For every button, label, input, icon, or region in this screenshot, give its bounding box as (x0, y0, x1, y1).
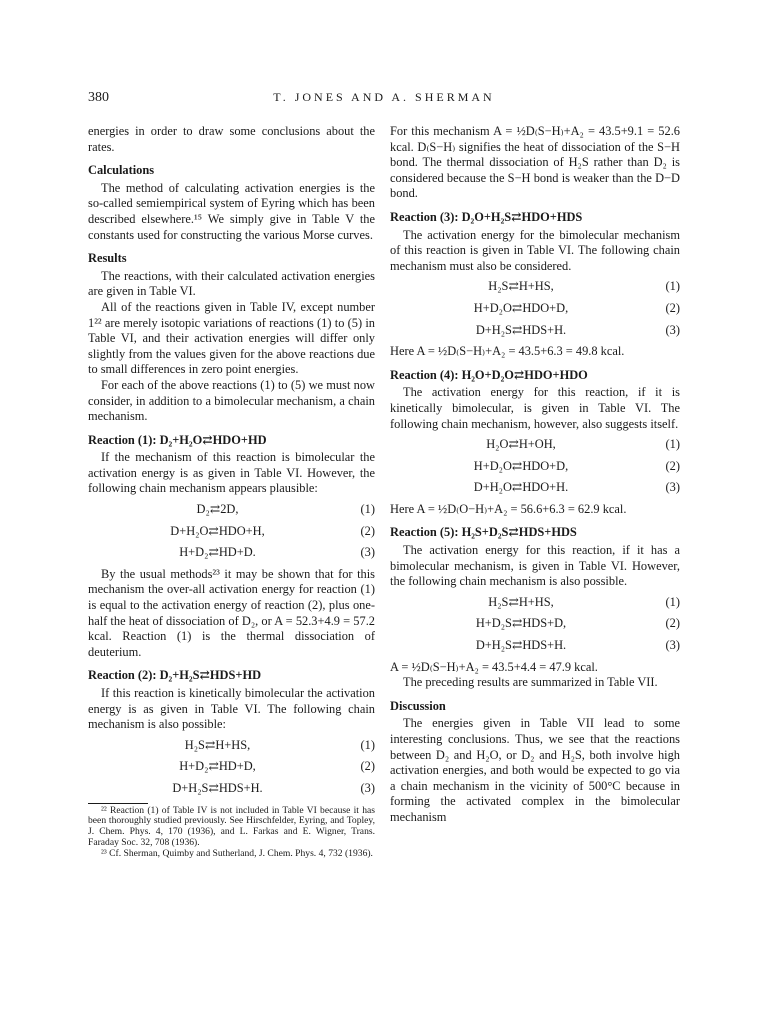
equation-row (88, 781, 375, 797)
equation-row (390, 323, 680, 339)
equation: D₂⇄2D, (196, 502, 239, 517)
equation-number: (2) (665, 300, 680, 315)
running-title-authors: T. JONES AND A. SHERMAN (273, 90, 495, 104)
equation: D+H₂S⇄HDS+H. (172, 780, 263, 795)
reaction-heading-1: Reaction (1): D₂+H₂O⇄HDO+HD (88, 432, 267, 447)
paragraph: All of the reactions given in Table IV, except number 1²² are merely isotopic variations of reactions (1) to (5) in Table VI, and their activation energies will differ only slightly from the values given for the above reactions due to small differences in zero point energies. (88, 299, 375, 377)
reaction-heading-3: Reaction (3): D₂O+H₂S⇄HDO+HDS (390, 209, 583, 224)
equation-row (390, 279, 680, 295)
reaction-heading-2: Reaction (2): D₂+H₂S⇄HDS+HD (88, 668, 262, 683)
equation-number: (1) (665, 437, 680, 452)
equation: H+D₂⇄HD+D, (179, 759, 256, 774)
equation: H₂S⇄H+HS, (488, 594, 554, 609)
paragraph: The reactions, with their calculated activation energies are given in Table VI. (88, 268, 375, 299)
equation-number: (3) (665, 322, 680, 337)
equation-row (390, 301, 680, 317)
equation: H+D₂O⇄HDO+D, (473, 458, 569, 473)
equation-row (88, 738, 375, 754)
paragraph: Here A = ½D₍O−H₎+A₂ = 56.6+6.3 = 62.9 kcal. (390, 501, 627, 516)
equation-number: (2) (360, 759, 375, 774)
paragraph: The preceding results are summarized in Table VII. (403, 675, 658, 690)
paragraph: If the mechanism of this reaction is bimolecular the activation energy is as given in Table VI. However, the following chain mechanism appears plausible: (88, 450, 375, 496)
equation-row (390, 480, 680, 496)
equation-row (390, 437, 680, 453)
equation: D+H₂O⇄HDO+H. (473, 480, 569, 495)
paragraph: energies in order to draw some conclusions about the rates. (88, 124, 375, 154)
equation-row (390, 595, 680, 611)
reaction-heading-5: Reaction (5): H₂S+D₂S⇄HDS+HDS (390, 525, 577, 540)
paragraph: The method of calculating activation energies is the so-called semiempirical system of Eyring which has been described elsewhere.¹⁵ We simply give in Table V the constants used for constructing the various Morse curves. (88, 180, 375, 242)
equation-number: (1) (665, 279, 680, 294)
equation: D+H₂S⇄HDS+H. (475, 322, 567, 337)
right-column (390, 124, 680, 826)
equation-number: (1) (360, 737, 375, 752)
equation-number: (3) (665, 480, 680, 495)
footnote-rule (88, 803, 148, 804)
equation: D+H₂O⇄HDO+H, (170, 523, 265, 538)
equation-number: (1) (360, 502, 375, 517)
paragraph: The energies given in Table VII lead to some interesting conclusions. Thus, we see that the reactions between D₂ and H₂O, or D₂ and H₂S, both involve high activation energies, and both would be expected to go via a chain mechanism in the vicinity of 500°C because in forming the activated complex in the bimolecular mechanism (390, 716, 680, 824)
paragraph: The activation energy for this reaction, if it has a bimolecular mechanism, is given in Table VI. However, the following chain mechanism is also possible. (390, 543, 680, 589)
section-heading-results: Results (88, 251, 127, 266)
reaction-heading-4: Reaction (4): H₂O+D₂O⇄HDO+HDO (390, 367, 588, 382)
equation-number: (1) (665, 594, 680, 609)
paragraph: For this mechanism A = ½D₍S−H₎+A₂ = 43.5+9.1 = 52.6 kcal. D₍S−H₎ signifies the heat of dissociation of the S−H bond. The thermal dissociation of H₂S rather than D₂ is considered because the S−H bond is weaker than the D−D bond. (390, 124, 680, 201)
paragraph: By the usual methods²³ it may be shown that for this mechanism the over-all activation energy for reaction (1) is equal to the activation energy of reaction (2), plus one-half the heat of dissociation of D₂, or A = 52.3+4.9 = 57.2 kcal. Reaction (1) is the thermal dissociation of deuterium. (88, 566, 375, 659)
equation-row (390, 459, 680, 475)
paragraph: For each of the above reactions (1) to (5) we must now consider, in addition to a bimolecular mechanism, a chain mechanism. (88, 377, 375, 424)
equation-row (88, 545, 375, 561)
equation: H₂S⇄H+HS, (488, 279, 554, 294)
equation-number: (2) (665, 616, 680, 631)
paragraph: A = ½D₍S−H₎+A₂ = 43.5+4.4 = 47.9 kcal. (390, 659, 598, 674)
equation-number: (2) (665, 458, 680, 473)
equation-number: (3) (360, 780, 375, 795)
equation: H₂O⇄H+OH, (486, 437, 556, 452)
paragraph: Here A = ½D₍S−H₎+A₂ = 43.5+6.3 = 49.8 kcal. (390, 344, 625, 359)
section-heading-calculations: Calculations (88, 163, 155, 178)
equation: H₂S⇄H+HS, (184, 737, 251, 752)
left-column (88, 124, 375, 860)
equation-row (88, 759, 375, 775)
equation-number: (2) (360, 523, 375, 538)
equation-number: (3) (360, 545, 375, 560)
paragraph: The activation energy for the bimolecular mechanism of this reaction is given in Table VI. The following chain mechanism must also be considered. (390, 227, 680, 273)
paragraph: If this reaction is kinetically bimolecular the activation energy is as given in Table VI. The following chain mechanism is also possible: (88, 686, 375, 732)
equation-row (390, 616, 680, 632)
footnote-23: ²³ Cf. Sherman, Quimby and Sutherland, J. Chem. Phys. 4, 732 (1936). (101, 847, 373, 859)
equation: H+D₂S⇄HDS+D, (475, 616, 567, 631)
paragraph: The activation energy for this reaction, if it is kinetically bimolecular, is given in Table VI. The following chain mechanism, however, also suggests itself. (390, 385, 680, 431)
equation-number: (3) (665, 638, 680, 653)
equation: H+D₂⇄HD+D. (179, 545, 256, 560)
equation-row (88, 524, 375, 540)
equation: H+D₂O⇄HDO+D, (473, 300, 569, 315)
page-number: 380 (88, 90, 109, 105)
section-heading-discussion: Discussion (390, 698, 446, 713)
running-header (88, 90, 680, 110)
equation-row (390, 638, 680, 654)
equation: D+H₂S⇄HDS+H. (475, 638, 567, 653)
equation-row (88, 502, 375, 518)
footnote-22: ²² Reaction (1) of Table IV is not included in Table VI because it has been thoroughly studied previously. See Hirschfelder, Eyring, and Topley, J. Chem. Phys. 4, 170 (1936), and L. Farkas and E. Wigner, Trans. Faraday Soc. 32, 708 (1936). (88, 804, 375, 848)
